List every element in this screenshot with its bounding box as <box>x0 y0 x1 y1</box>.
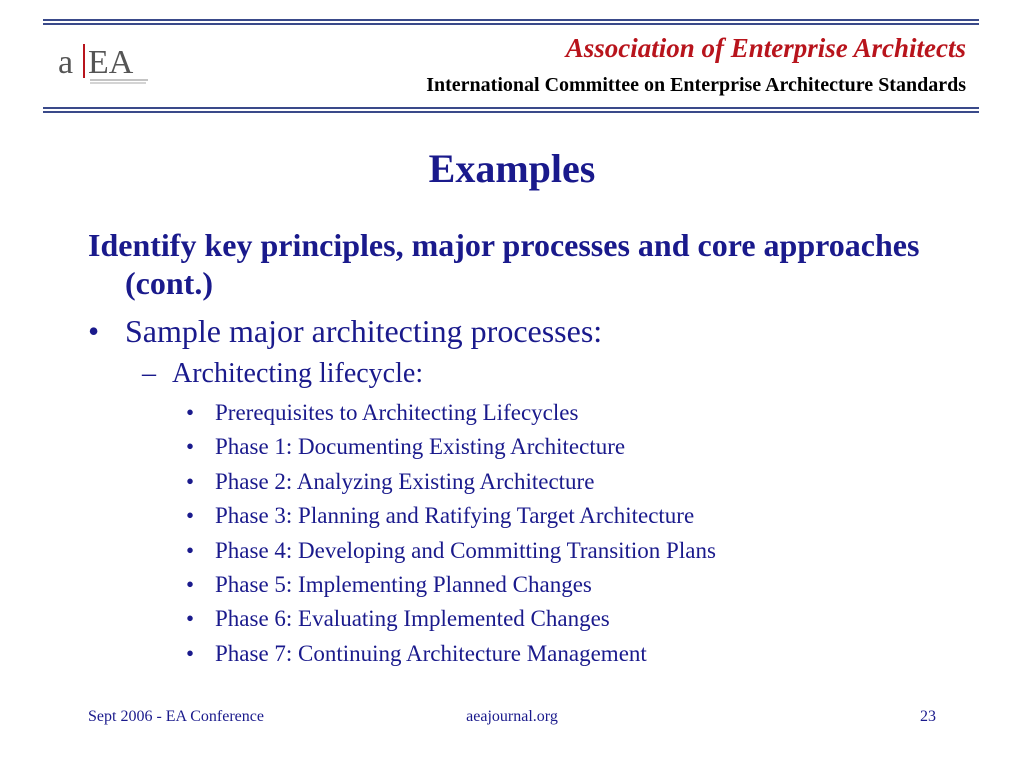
list-item <box>186 568 716 602</box>
list-item <box>186 430 716 464</box>
header-bottom-rule <box>43 107 979 113</box>
bullet-marker: • <box>186 606 195 632</box>
logo-letter-a: a <box>58 44 74 81</box>
bullet-marker: • <box>186 503 195 529</box>
list-item <box>186 396 716 430</box>
bullet-level-2 <box>142 357 423 391</box>
bullet-marker: • <box>186 537 195 563</box>
bullet-marker: • <box>186 640 195 666</box>
footer-conference: Sept 2006 - EA Conference <box>88 708 264 725</box>
bullet-marker: • <box>88 313 100 349</box>
list-item <box>186 637 716 671</box>
lifecycle-phase-list <box>186 396 716 671</box>
footer-website: aeajournal.org <box>466 708 558 725</box>
bullet-marker: • <box>186 468 195 494</box>
slide-title: Examples <box>428 146 596 191</box>
committee-name: International Committee on Enterprise Architecture Standards <box>426 74 966 96</box>
list-item-text: Phase 7: Continuing Architecture Management <box>215 640 647 666</box>
list-item-text: Phase 2: Analyzing Existing Architecture <box>215 468 595 494</box>
bullet-marker: • <box>186 572 195 598</box>
bullet-text: Sample major architecting processes: <box>125 313 603 349</box>
header-top-rule <box>43 19 979 25</box>
bullet-marker: • <box>186 400 195 425</box>
list-item <box>186 534 716 568</box>
list-item <box>186 499 716 533</box>
page-number: 23 <box>920 708 936 725</box>
organization-name: Association of Enterprise Architects <box>565 33 966 63</box>
list-item-text: Phase 3: Planning and Ratifying Target Architecture <box>215 503 695 529</box>
list-item-text: Phase 6: Evaluating Implemented Changes <box>215 606 610 632</box>
slide-heading: Identify key principles, major processes and core approaches (cont.) <box>88 227 920 301</box>
dash-marker: – <box>142 358 156 389</box>
bullet-text: Architecting lifecycle: <box>172 358 424 389</box>
bullet-marker: • <box>186 434 195 460</box>
list-item-text: Prerequisites to Architecting Lifecycles <box>215 400 579 425</box>
list-item <box>186 465 716 499</box>
list-item-text: Phase 4: Developing and Committing Transition Plans <box>215 537 716 563</box>
aea-logo <box>56 40 152 88</box>
bullet-level-1 <box>88 312 602 350</box>
svg-text:EA: EA <box>88 44 134 81</box>
list-item-text: Phase 5: Implementing Planned Changes <box>215 572 592 598</box>
list-item-text: Phase 1: Documenting Existing Architecture <box>215 434 626 460</box>
list-item <box>186 602 716 636</box>
